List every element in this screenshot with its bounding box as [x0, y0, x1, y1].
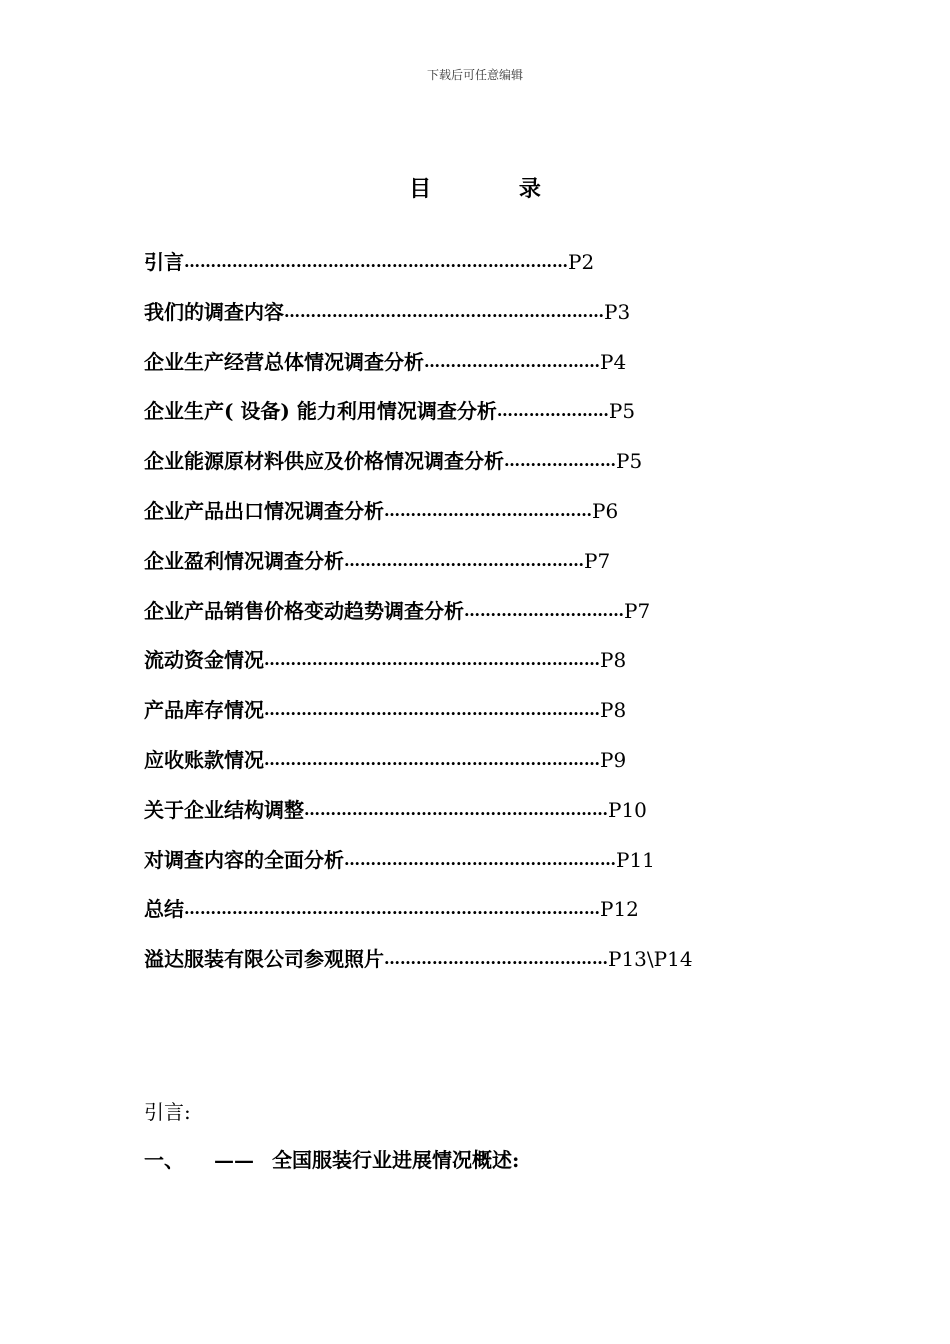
- toc-entry-leader-dots: …………………: [496, 401, 609, 421]
- toc-entry-leader-dots: ………………………………………………………: [264, 700, 600, 720]
- toc-entry-label: 企业产品出口情况调查分析: [144, 498, 384, 523]
- toc-entry-leader-dots: ……………………………………………………………………: [184, 899, 600, 919]
- toc-entry-page-number: P10: [608, 797, 647, 822]
- toc-entry-leader-dots: ……………………………………………: [344, 849, 616, 869]
- toc-entry-leader-dots: …………………………………: [384, 500, 592, 520]
- toc-entry: [144, 891, 844, 941]
- toc-entry-leader-dots: ………………………………………………………………: [184, 252, 568, 271]
- toc-entry: [144, 692, 844, 742]
- toc-entry-leader-dots: …………………………………………………: [304, 799, 608, 819]
- toc-entry: [144, 642, 844, 692]
- toc-title: 目 录: [409, 176, 581, 202]
- toc-entry-label: 溢达服装有限公司参观照片: [144, 947, 384, 972]
- toc-entry: [144, 543, 844, 593]
- toc-entry-label: 对调查内容的全面分析: [144, 847, 344, 872]
- toc-entry-label: 企业能源原材料供应及价格情况调查分析: [144, 449, 504, 474]
- toc-entry: [144, 941, 844, 991]
- toc-entry: [144, 393, 844, 443]
- toc-entry-label: 应收账款情况: [144, 747, 264, 772]
- toc-entry: [144, 593, 844, 643]
- toc-entry-label: 流动资金情况: [144, 648, 264, 673]
- toc-entry-leader-dots: ………………………………………: [344, 550, 584, 570]
- toc-entry-label: 企业盈利情况调查分析: [144, 548, 344, 573]
- toc-entry-page-number: P5: [608, 399, 636, 424]
- chapter-heading: [144, 1144, 519, 1173]
- toc-entry-page-number: P8: [600, 648, 627, 673]
- toc-entry-page-number: P4: [600, 349, 627, 374]
- toc-entry-page-number: P7: [584, 548, 611, 573]
- table-of-contents: [144, 244, 844, 991]
- chapter-dash: ——: [214, 1148, 254, 1172]
- toc-entry-label: 我们的调查内容: [144, 299, 284, 324]
- toc-entry: [144, 842, 844, 892]
- toc-entry-leader-dots: …………………: [504, 451, 616, 471]
- toc-entry-leader-dots: ……………………………: [424, 351, 600, 371]
- toc-entry-label: 关于企业结构调整: [144, 797, 304, 822]
- toc-entry: [144, 294, 844, 344]
- toc-entry: [144, 742, 844, 792]
- toc-entry-label: 企业产品销售价格变动趋势调查分析: [144, 598, 464, 623]
- toc-entry-label: 总结: [144, 897, 184, 922]
- toc-entry-label: 引言: [144, 250, 184, 274]
- toc-entry-page-number: P12: [600, 897, 639, 922]
- header-note: 下载后可任意编辑: [426, 68, 523, 82]
- chapter-title: 全国服装行业进展情况概述:: [272, 1148, 520, 1172]
- toc-entry: [144, 792, 844, 842]
- chapter-number: 一、: [144, 1148, 184, 1172]
- toc-entry-label: 产品库存情况: [144, 698, 264, 723]
- toc-entry: [144, 493, 844, 543]
- toc-entry-page-number: P5: [616, 449, 643, 474]
- toc-entry-page-number: P7: [624, 598, 651, 623]
- toc-entry: [144, 244, 844, 294]
- toc-entry: [144, 443, 844, 493]
- toc-entry-page-number: P8: [600, 698, 627, 723]
- toc-entry-page-number: P11: [616, 847, 655, 872]
- toc-entry-leader-dots: ……………………………………………………: [284, 301, 604, 321]
- toc-entry-leader-dots: ……………………………………: [384, 949, 608, 969]
- toc-entry-leader-dots: …………………………: [464, 600, 624, 620]
- toc-entry-leader-dots: ………………………………………………………: [264, 749, 600, 769]
- toc-entry: [144, 344, 844, 394]
- toc-entry-page-number: P3: [604, 299, 631, 324]
- intro-heading: 引言:: [144, 1100, 191, 1124]
- toc-entry-leader-dots: ………………………………………………………: [264, 650, 600, 670]
- toc-entry-page-number: P9: [600, 747, 627, 772]
- toc-entry-label: 企业生产( 设备) 能力利用情况调查分析: [144, 399, 497, 424]
- toc-entry-page-number: P13\P14: [608, 947, 693, 972]
- toc-entry-page-number: P2: [568, 250, 595, 274]
- toc-entry-page-number: P6: [592, 498, 619, 523]
- toc-entry-label: 企业生产经营总体情况调查分析: [144, 349, 424, 374]
